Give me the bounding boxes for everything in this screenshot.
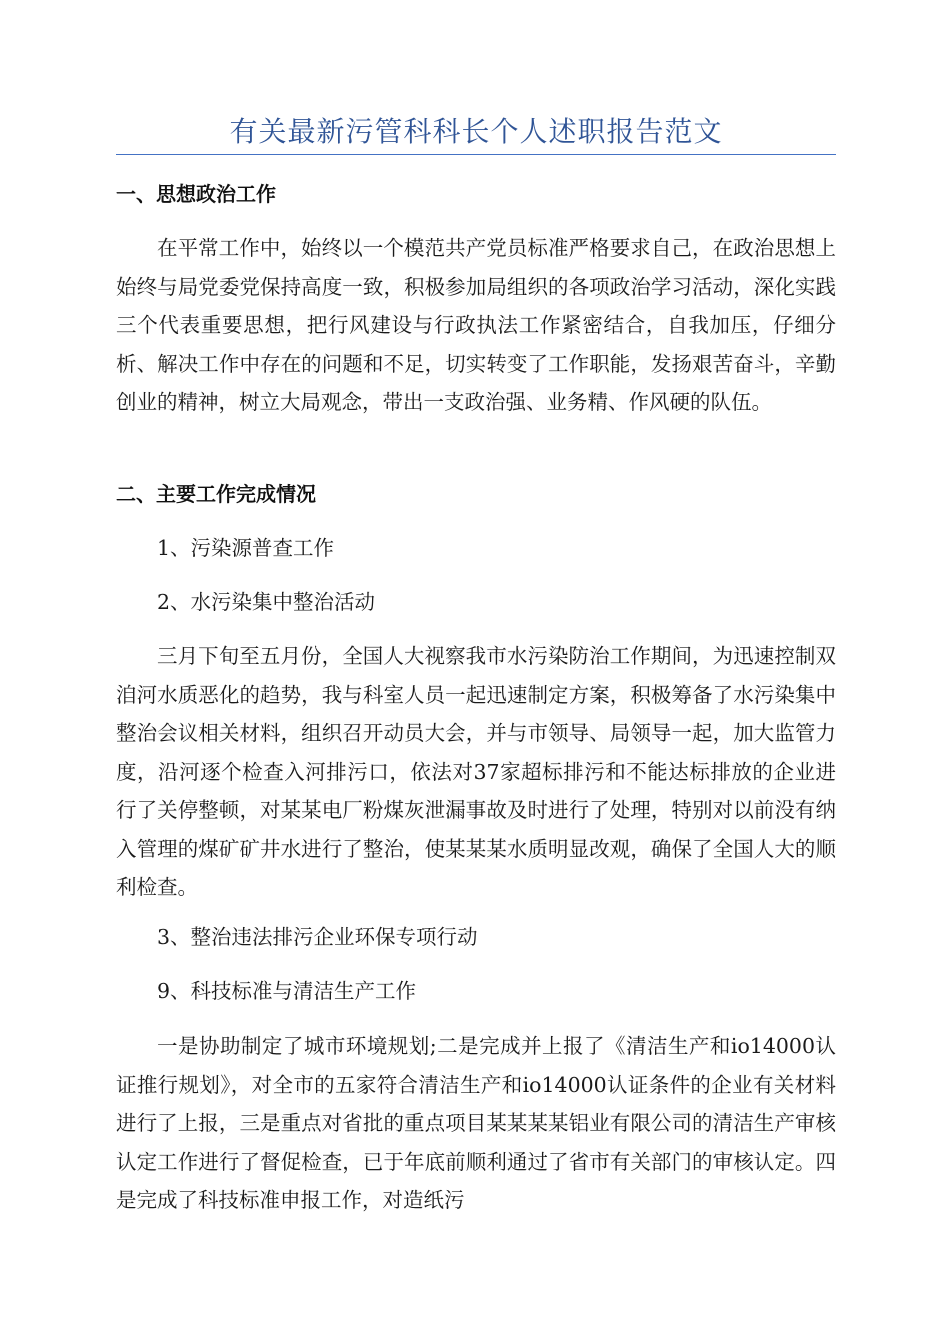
list-item-illegal-discharge-action: 3、整治违法排污企业环保专项行动 — [157, 925, 478, 949]
title-underline — [116, 154, 836, 155]
document-title: 有关最新污管科科长个人述职报告范文 — [229, 115, 723, 148]
section2-paragraph-tech-standards: 一是协助制定了城市环境规划;二是完成并上报了《清洁生产和io14000认证推行规划》，对全市的五家符合清洁生产和io14000认证条件的企业有关材料进行了上报，三是重点对省批的重点项目某某某某铝业有限公司的清洁生产审核认定工作进行了督促检查，已于年底前顺利通过了省市有关部门的审核认定。四是完成了科技标准申报工作，对造纸污 — [116, 1034, 836, 1212]
section1-paragraph: 在平常工作中，始终以一个模范共产党员标准严格要求自己，在政治思想上始终与局党委党保持高度一致，积极参加局组织的各项政治学习活动，深化实践三个代表重要思想，把行风建设与行政执法工作紧密结合，自我加压，仔细分析、解决工作中存在的问题和不足，切实转变了工作职能，发扬艰苦奋斗，辛勤创业的精神，树立大局观念，带出一支政治强、业务精、作风硬的队伍。 — [116, 236, 836, 414]
section-heading-main-work: 二、主要工作完成情况 — [116, 482, 316, 506]
list-item-tech-standards: 9、科技标准与清洁生产工作 — [157, 979, 417, 1003]
section-heading-political-work: 一、思想政治工作 — [116, 182, 276, 206]
list-item-water-pollution-campaign: 2、水污染集中整治活动 — [157, 590, 376, 614]
list-item-pollution-survey: 1、污染源普查工作 — [157, 536, 335, 560]
section2-paragraph-water-pollution: 三月下旬至五月份，全国人大视察我市水污染防治工作期间，为迅速控制双洎河水质恶化的趋势，我与科室人员一起迅速制定方案，积极筹备了水污染集中整治会议相关材料，组织召开动员大会，并与市领导、局领导一起，加大监管力度，沿河逐个检查入河排污口，依法对37家超标排污和不能达标排放的企业进行了关停整顿，对某某电厂粉煤灰泄漏事故及时进行了处理，特别对以前没有纳入管理的煤矿矿井水进行了整治，使某某某水质明显改观，确保了全国人大的顺利检查。 — [116, 644, 836, 899]
